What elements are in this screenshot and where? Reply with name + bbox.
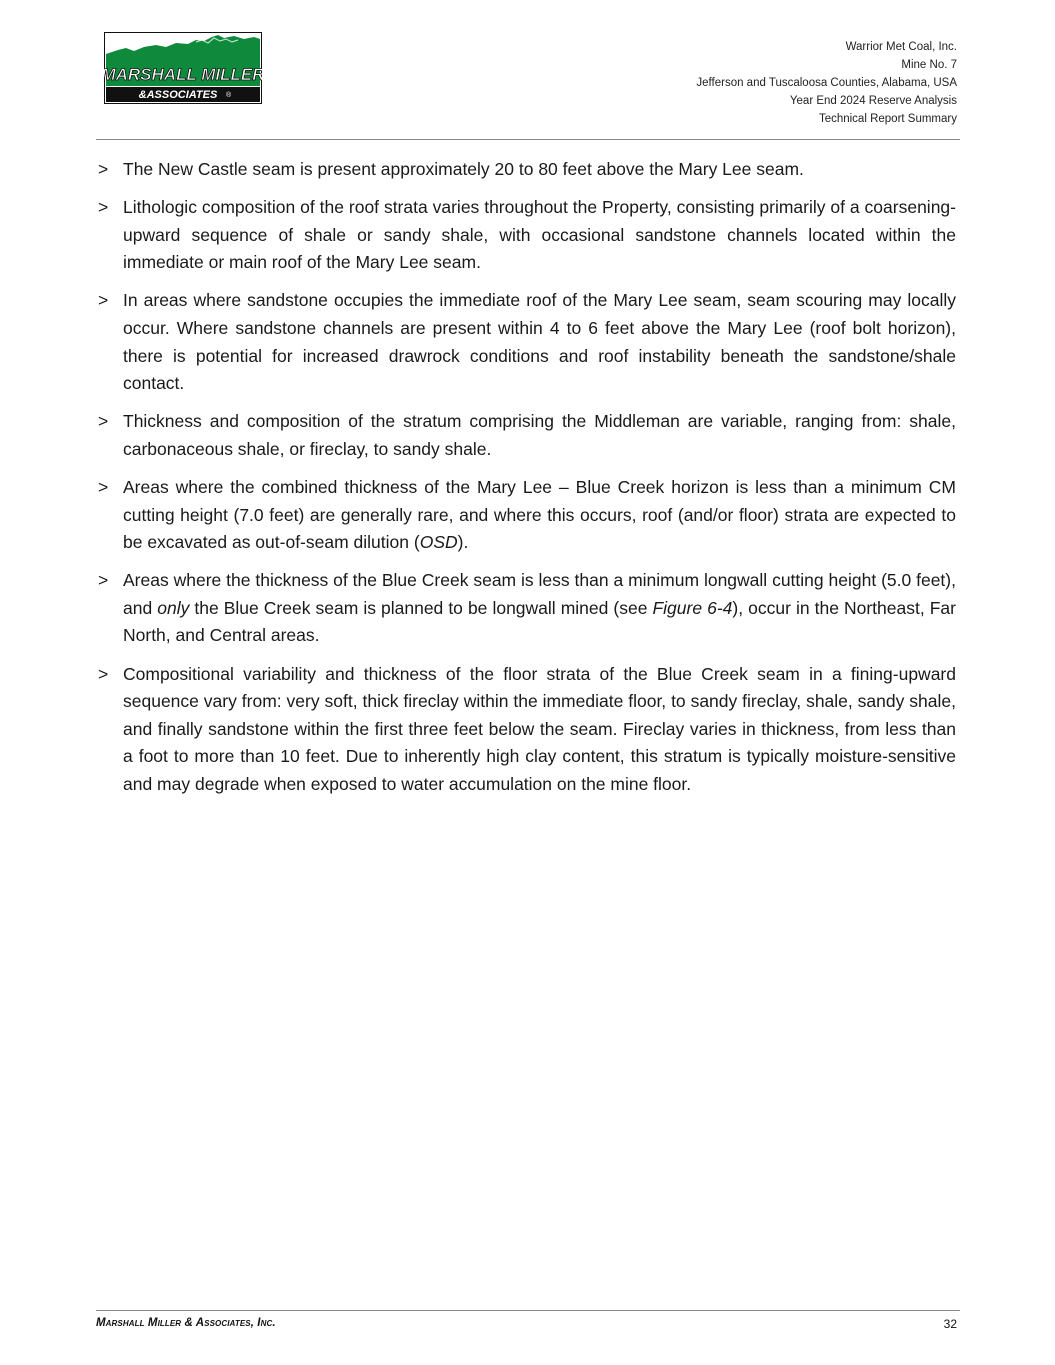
bullet-item: [96, 408, 956, 463]
header-mine: Mine No. 7: [901, 59, 957, 71]
bullet-text: Lithologic composition of the roof strata varies throughout the Property, consisting primarily of a coarsening-upward sequence of shale or sandy shale, with occasional sandstone channels located within the immediate or main roof of the Mary Lee seam.: [123, 197, 956, 273]
italic-term: only: [157, 597, 190, 618]
bullet-marker: >: [98, 159, 109, 179]
bullet-marker: >: [98, 663, 109, 684]
logo-registered-mark: ®: [226, 92, 232, 99]
header-company: Warrior Met Coal, Inc.: [845, 41, 957, 53]
footer-divider: [96, 1310, 960, 1311]
bullet-text: the Blue Creek seam is planned to be longwall mined (see: [189, 597, 653, 618]
logo-associates: &ASSOCIATES: [138, 89, 218, 101]
bullet-marker: >: [98, 411, 109, 432]
bullet-marker: >: [98, 570, 109, 591]
header-report-type: Technical Report Summary: [818, 113, 957, 125]
bullet-text: ), occur in the Northeast, Far North, and Central areas.: [123, 597, 956, 646]
italic-term: Figure 6-4: [652, 597, 733, 618]
bullet-marker: >: [98, 197, 109, 218]
bullet-item: [96, 474, 956, 557]
bullet-text: Areas where the combined thickness of the Mary Lee – Blue Creek horizon is less than a minimum CM cutting height (7.0 feet) are generally rare, and where this occurs, roof (and/or floor) strata are expected to be excavated as out-of-seam dilution (: [123, 476, 956, 553]
header-analysis: Year End 2024 Reserve Analysis: [789, 95, 957, 107]
logo-name: MARSHALL MILLER: [104, 65, 262, 84]
bullet-item: [96, 156, 956, 184]
header-divider: [96, 139, 960, 140]
page-number: 32: [943, 1317, 957, 1331]
bullet-text: Compositional variability and thickness of the floor strata of the Blue Creek seam in a fining-upward sequence vary from: very soft, thick fireclay within the immediate floor, to sandy fireclay, shale, sandy shale, and finally sandstone within the first three feet below the seam. Fireclay varies in thickness, from less than a foot to more than 10 feet. Due to inherently high clay content, this stratum is typically moisture-sensitive and may degrade when exposed to water accumulation on the mine floor.: [123, 663, 956, 794]
bullet-item: [96, 194, 956, 277]
bullet-marker: >: [98, 290, 109, 311]
italic-term: OSD: [419, 532, 458, 553]
bullet-text: Areas where the thickness of the Blue Creek seam is less than a minimum longwall cutting height (5.0 feet), and: [123, 570, 956, 618]
bullet-text: The New Castle seam is present approximately 20 to 80 feet above the Mary Lee seam.: [123, 159, 804, 179]
logo-graphic: [104, 32, 262, 104]
body-content: [96, 156, 956, 809]
bullet-text: Thickness and composition of the stratum comprising the Middleman are variable, ranging from: shale, carbonaceous shale, or fireclay, to sandy shale.: [123, 411, 956, 459]
footer-company: Marshall Miller & Associates, Inc.: [96, 1317, 276, 1329]
bullet-item: [96, 661, 956, 799]
bullet-text: In areas where sandstone occupies the immediate roof of the Mary Lee seam, seam scouring may locally occur. Where sandstone channels are present within 4 to 6 feet above the Mary Lee (roof bolt horizon), there is potential for increased drawrock conditions and roof instability beneath the sandstone/shale contact.: [123, 290, 956, 394]
bullet-item: [96, 567, 956, 650]
company-logo: [104, 32, 262, 104]
bullet-marker: >: [98, 476, 109, 497]
report-header: [696, 38, 957, 128]
bullet-item: [96, 287, 956, 397]
header-location: Jefferson and Tuscaloosa Counties, Alabama, USA: [696, 77, 957, 89]
bullet-text: ).: [457, 532, 469, 553]
